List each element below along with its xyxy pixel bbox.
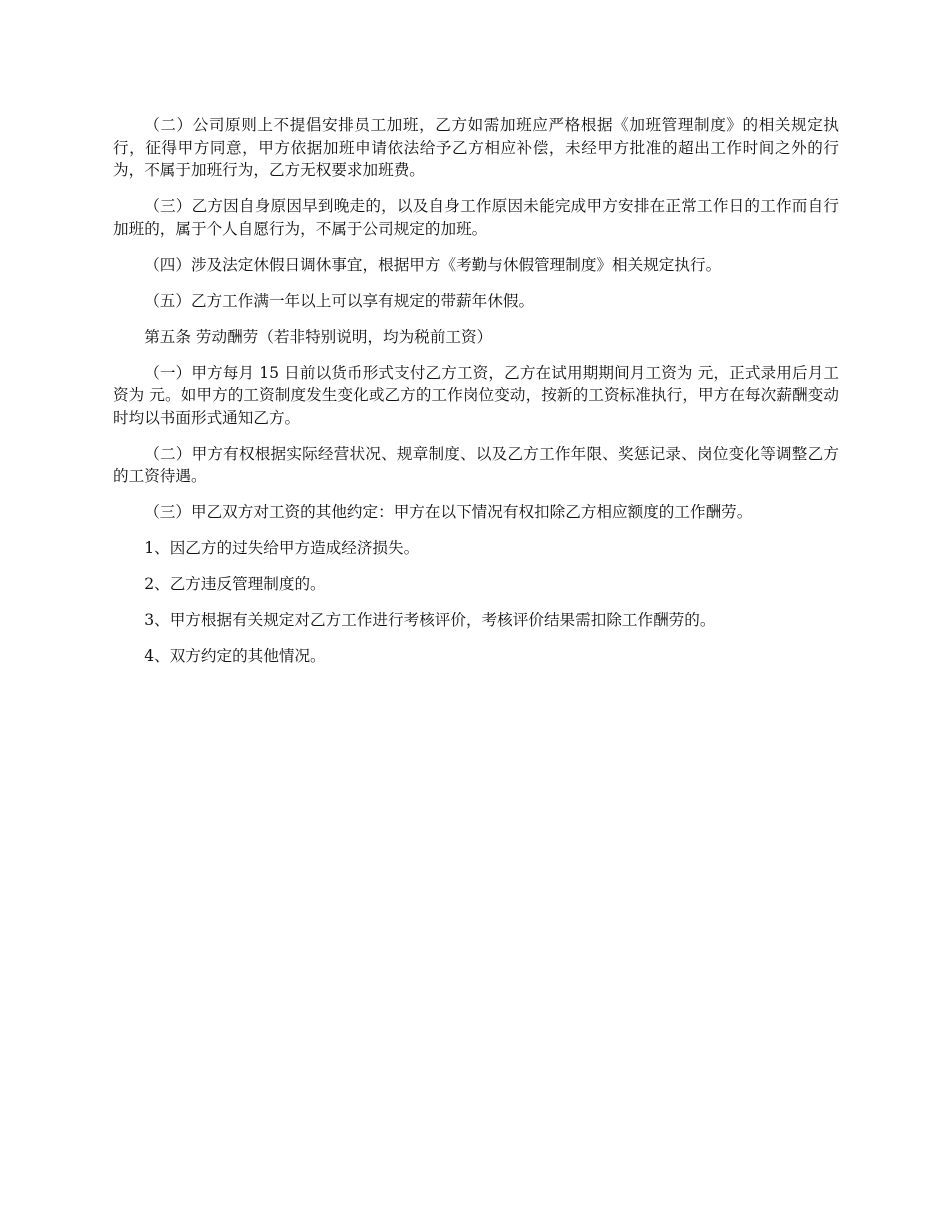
document-body — [113, 114, 839, 681]
list-item-deduction-4: 4、双方约定的其他情况。 — [144, 647, 326, 665]
list-item-deduction-3: 3、甲方根据有关规定对乙方工作进行考核评价，考核评价结果需扣除工作酬劳的。 — [144, 611, 716, 629]
list-item-deduction-2: 2、乙方违反管理制度的。 — [144, 575, 326, 593]
paragraph-overtime-policy: （二）公司原则上不提倡安排员工加班，乙方如需加班应严格根据《加班管理制度》的相关规定执行，征得甲方同意，甲方依据加班申请依法给予乙方相应补偿，未经甲方批准的超出工作时间之外的行为，不属于加班行为，乙方无权要求加班费。 — [113, 116, 839, 179]
paragraph-voluntary-overtime: （三）乙方因自身原因早到晚走的，以及自身工作原因未能完成甲方安排在正常工作日的工作而自行加班的，属于个人自愿行为，不属于公司规定的加班。 — [113, 197, 839, 238]
paragraph-annual-leave: （五）乙方工作满一年以上可以享有规定的带薪年休假。 — [144, 291, 535, 310]
paragraph-salary-payment: （一）甲方每月 15 日前以货币形式支付乙方工资，乙方在试用期期间月工资为 元，正式录用后月工资为 元。如甲方的工资制度发生变化或乙方的工作岗位变动，按新的工资标准执行，甲方在每次薪酬变动时均以书面形式通知乙方。 — [113, 363, 839, 427]
paragraph-holiday-adjustment: （四）涉及法定休假日调休事宜，根据甲方《考勤与休假管理制度》相关规定执行。 — [144, 255, 722, 274]
list-item-deduction-1: 1、因乙方的过失给甲方造成经济损失。 — [144, 539, 420, 557]
section-heading-article-5: 第五条 劳动酬劳（若非特别说明，均为税前工资） — [144, 327, 493, 346]
paragraph-salary-adjustment: （二）甲方有权根据实际经营状况、规章制度、以及乙方工作年限、奖惩记录、岗位变化等调整乙方的工资待遇。 — [113, 444, 839, 485]
paragraph-other-salary-terms: （三）甲乙双方对工资的其他约定：甲方在以下情况有权扣除乙方相应额度的工作酬劳。 — [144, 503, 753, 521]
